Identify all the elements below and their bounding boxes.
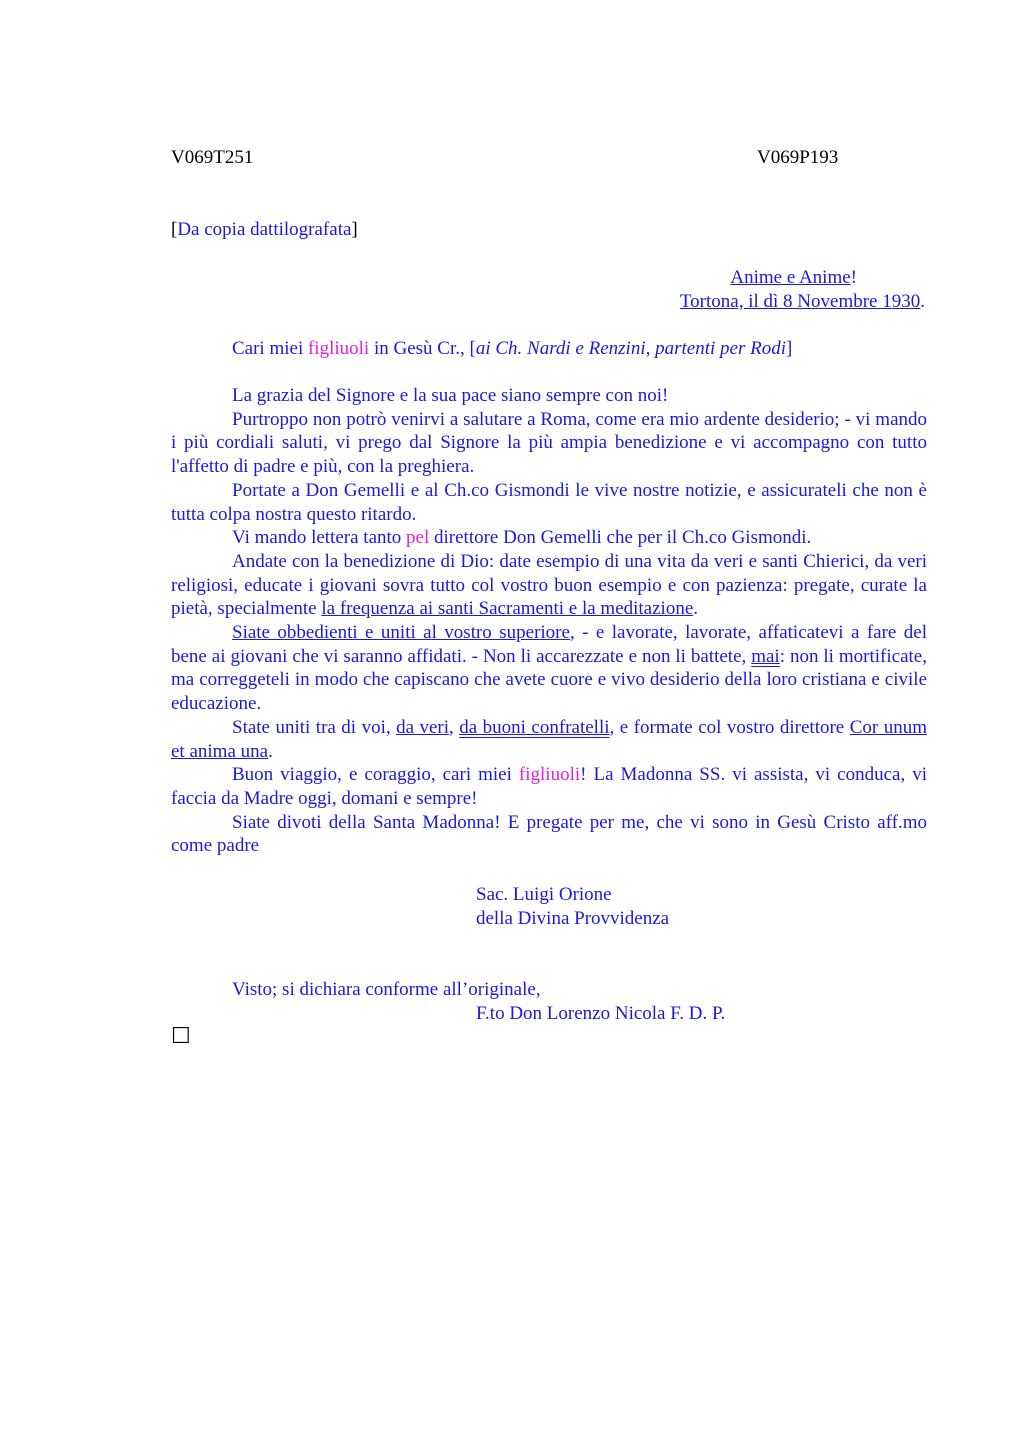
salutation-text: in Gesù Cr., [: [369, 338, 476, 359]
underlined-run: Cor unum et anima una: [171, 716, 927, 762]
paragraph: [171, 621, 927, 716]
underlined-run: da veri: [396, 716, 450, 738]
code-left: V069T251: [171, 147, 254, 168]
text-run: Vi mando lettera tanto: [232, 527, 407, 549]
paragraph: [171, 526, 927, 550]
text-run: ,: [449, 716, 460, 738]
motto: [171, 266, 925, 290]
dateline: [171, 266, 925, 313]
paragraph: [171, 550, 927, 621]
double-underlined-run: mai: [751, 645, 780, 667]
paragraph: Siate divoti della Santa Madonna! E pregate per me, che vi sono in Gesù Cristo aff.mo come padre: [171, 811, 927, 857]
paragraph: [171, 716, 927, 763]
text-run: Buon viaggio, e coraggio, cari miei: [232, 764, 519, 786]
code-right: V069P193: [757, 147, 839, 168]
signature-title: della Divina Provvidenza: [476, 907, 670, 929]
text-run: : non li mortificate, ma correggeteli in modo che capiscano che avete cuore e vivo desiderio della loro cristiana e civile educazione.: [171, 645, 927, 715]
end-mark-checkbox-icon: ☐: [171, 1023, 191, 1048]
place-date-punct: .: [920, 290, 925, 312]
motto-text: Anime e Anime: [730, 267, 851, 288]
salutation-text: ]: [785, 338, 793, 359]
attestation-text: Visto; si dichiara conforme all’originale,: [232, 979, 541, 1000]
bracket-close: ]: [351, 219, 358, 240]
text-run: State uniti tra di voi,: [232, 716, 397, 738]
paragraph: Portate a Don Gemelli e al Ch.co Gismondi le vive nostre notizie, e assicurateli che non è tutta colpa nostra questo ritardo.: [171, 479, 927, 525]
text-run: ! La Madonna SS. vi assista, vi conduca, vi faccia da Madre oggi, domani e sempre!: [171, 764, 927, 809]
source-note: [171, 218, 927, 242]
paragraph: Purtroppo non potrò venirvi a salutare a Roma, come era mio ardente desiderio; - vi mando i più cordiali saluti, vi prego dal Signore la più ampia benedizione e vi accompagno con tutto l'affetto di padre e più, con la preghiera.: [171, 408, 927, 478]
text-run: .: [693, 598, 699, 620]
bracket-open: [: [171, 219, 178, 240]
salutation-text: Cari miei: [232, 338, 308, 359]
attestation-signer: F.to Don Lorenzo Nicola F. D. P.: [476, 1002, 726, 1024]
salutation: [171, 337, 927, 361]
letter-body: [171, 384, 927, 858]
place-date-text: Tortona, il dì 8 Novembre 1930: [679, 290, 921, 312]
highlight-run: figliuoli: [518, 764, 581, 786]
paragraph: La grazia del Signore e la sua pace siano sempre con noi!: [232, 385, 669, 406]
source-note-text: Da copia dattilografata: [177, 219, 352, 240]
header-codes: [171, 146, 927, 170]
attestation: [171, 978, 927, 1025]
text-run: .: [268, 740, 273, 762]
text-run: , - e lavorate, lavorate, affaticatevi a fare del bene ai giovani che vi saranno affidati. - Non li accarezzate e non li battete,: [171, 622, 927, 667]
signature: [476, 883, 926, 930]
text-run: , e formate col vostro direttore: [609, 716, 850, 738]
salutation-addressees: ai Ch. Nardi e Renzini, partenti per Rodi: [475, 338, 786, 359]
text-run: direttore Don Gemelli che per il Ch.co Gismondi.: [429, 527, 812, 549]
motto-punct: !: [850, 267, 857, 288]
double-underlined-run: da buoni confratelli: [459, 716, 610, 738]
paragraph: [171, 763, 927, 810]
place-date: [171, 290, 925, 314]
underlined-run: Siate obbedienti e uniti al vostro superiore: [232, 622, 570, 644]
highlight-run: pel: [406, 527, 430, 549]
salutation-highlight: figliuoli: [307, 338, 370, 359]
underlined-run: la frequenza ai santi Sacramenti e la meditazione: [321, 598, 694, 620]
text-run: Andate con la benedizione di Dio: date esempio di una vita da veri e santi Chierici, da veri religiosi, educate i giovani sovra tutto col vostro buon esempio e con pazienza: pregate, curate la pietà, specialmente: [171, 550, 927, 620]
signature-name: Sac. Luigi Orione: [476, 884, 612, 905]
